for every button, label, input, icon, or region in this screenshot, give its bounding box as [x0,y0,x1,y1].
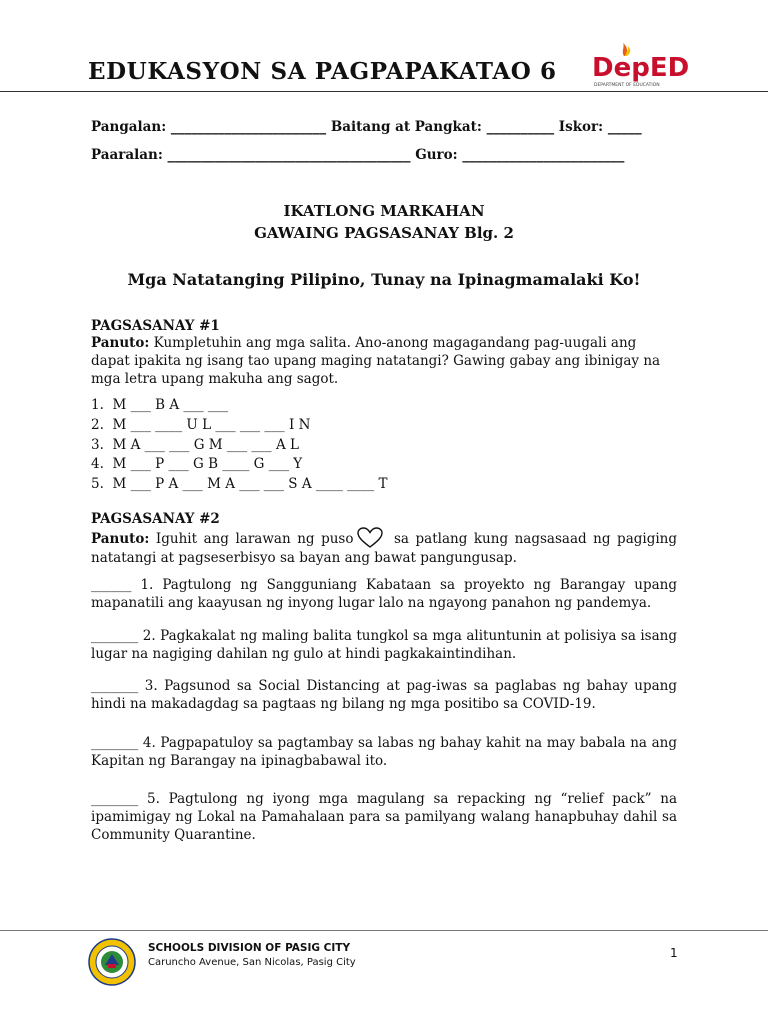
document-title: EDUKASYON SA PAGPAPAKATAO 6 [88,58,557,85]
exercise2-label: PAGSASANAY #2 [91,511,220,527]
directions-text-post: sa patlang kung nagsasaad ng pagiging natatangi at pagseserbisyo sa bayan ang bawat pangungusap. [91,531,677,566]
footer-division: SCHOOLS DIVISION OF PASIG CITY [148,942,351,954]
deped-logo-text: DepED [592,53,690,83]
exercise1-items [91,396,387,495]
footer-rule [0,930,768,931]
header-rule [0,91,768,92]
directions-text-pre: Iguhit ang larawan ng puso [149,531,354,547]
exercise2-item-3: _______ 3. Pagsunod sa Social Distancing at pag-iwas sa paglabas ng bahay upang hindi na makadagdag sa pagtaas ng bilang ng mga positibo sa COVID-19. [91,678,677,712]
name-grade-score-fields: Pangalan: _______________________ Baitang at Pangkat: __________ Iskor: _____ [91,119,642,135]
exercise2-item-4: _______ 4. Pagpapatuloy sa pagtambay sa labas ng bahay kahit na may babala na ang Kapitan ng Barangay na ipinagbabawal ito. [91,735,677,769]
quarter-heading: IKATLONG MARKAHAN [283,202,485,220]
directions-text: Kumpletuhin ang mga salita. Ano-anong magagandang pag-uugali ang dapat ipakita ng isang tao upang maging natatangi? Gawing gabay ang ibinigay na mga letra upang makuha ang sagot. [91,335,661,387]
footer-address: Caruncho Avenue, San Nicolas, Pasig City [148,957,356,968]
list-item: 5. M ___ P A ___ M A ___ ___ S A ____ ____ T [91,476,388,493]
list-item: 2. M ___ ____ U L ___ ___ ___ I N [91,416,311,433]
heart-icon [357,527,383,549]
list-item: 4. M ___ P ___ G B ____ G ___ Y [91,456,303,473]
exercise1-directions [91,334,677,388]
list-item: 1. M ___ B A ___ ___ [91,397,229,413]
activity-heading: GAWAING PAGSASANAY Blg. 2 [254,224,514,242]
school-teacher-fields: Paaralan: ____________________________________ Guro: ________________________ [91,147,625,163]
exercise1-label: PAGSASANAY #1 [91,318,220,334]
exercise2-item-1: ______ 1. Pagtulong ng Sangguniang Kabataan sa proyekto ng Barangay upang mapanatili ang kaayusan ng inyong lugar lalo na ngayong panahon ng pandemya. [91,577,677,611]
directions-label: Panuto: [91,531,150,547]
exercise2-item-2: _______ 2. Pagkakalat ng maling balita tungkol sa mga alituntunin at polisiya sa isang lugar na nagiging dahilan ng gulo at hindi pagkakaintindihan. [91,628,677,662]
exercise2-directions [91,527,677,567]
exercise2-item-5: _______ 5. Pagtulong ng iyong mga magulang sa repacking ng “relief pack” na ipamimigay ng Lokal na Pamahalaan para sa pamilyang walang hanapbuhay dahil sa Community Quarantine. [91,791,677,843]
directions-label: Panuto: [91,335,150,351]
page-number: 1 [670,946,678,960]
deped-logo-subtext: DEPARTMENT OF EDUCATION [594,83,660,88]
lesson-subtitle: Mga Natatanging Pilipino, Tunay na Ipinagmamalaki Ko! [127,270,641,289]
division-seal-icon [88,938,136,986]
deped-logo [590,42,690,90]
list-item: 3. M A ___ ___ G M ___ ___ A L [91,436,299,453]
